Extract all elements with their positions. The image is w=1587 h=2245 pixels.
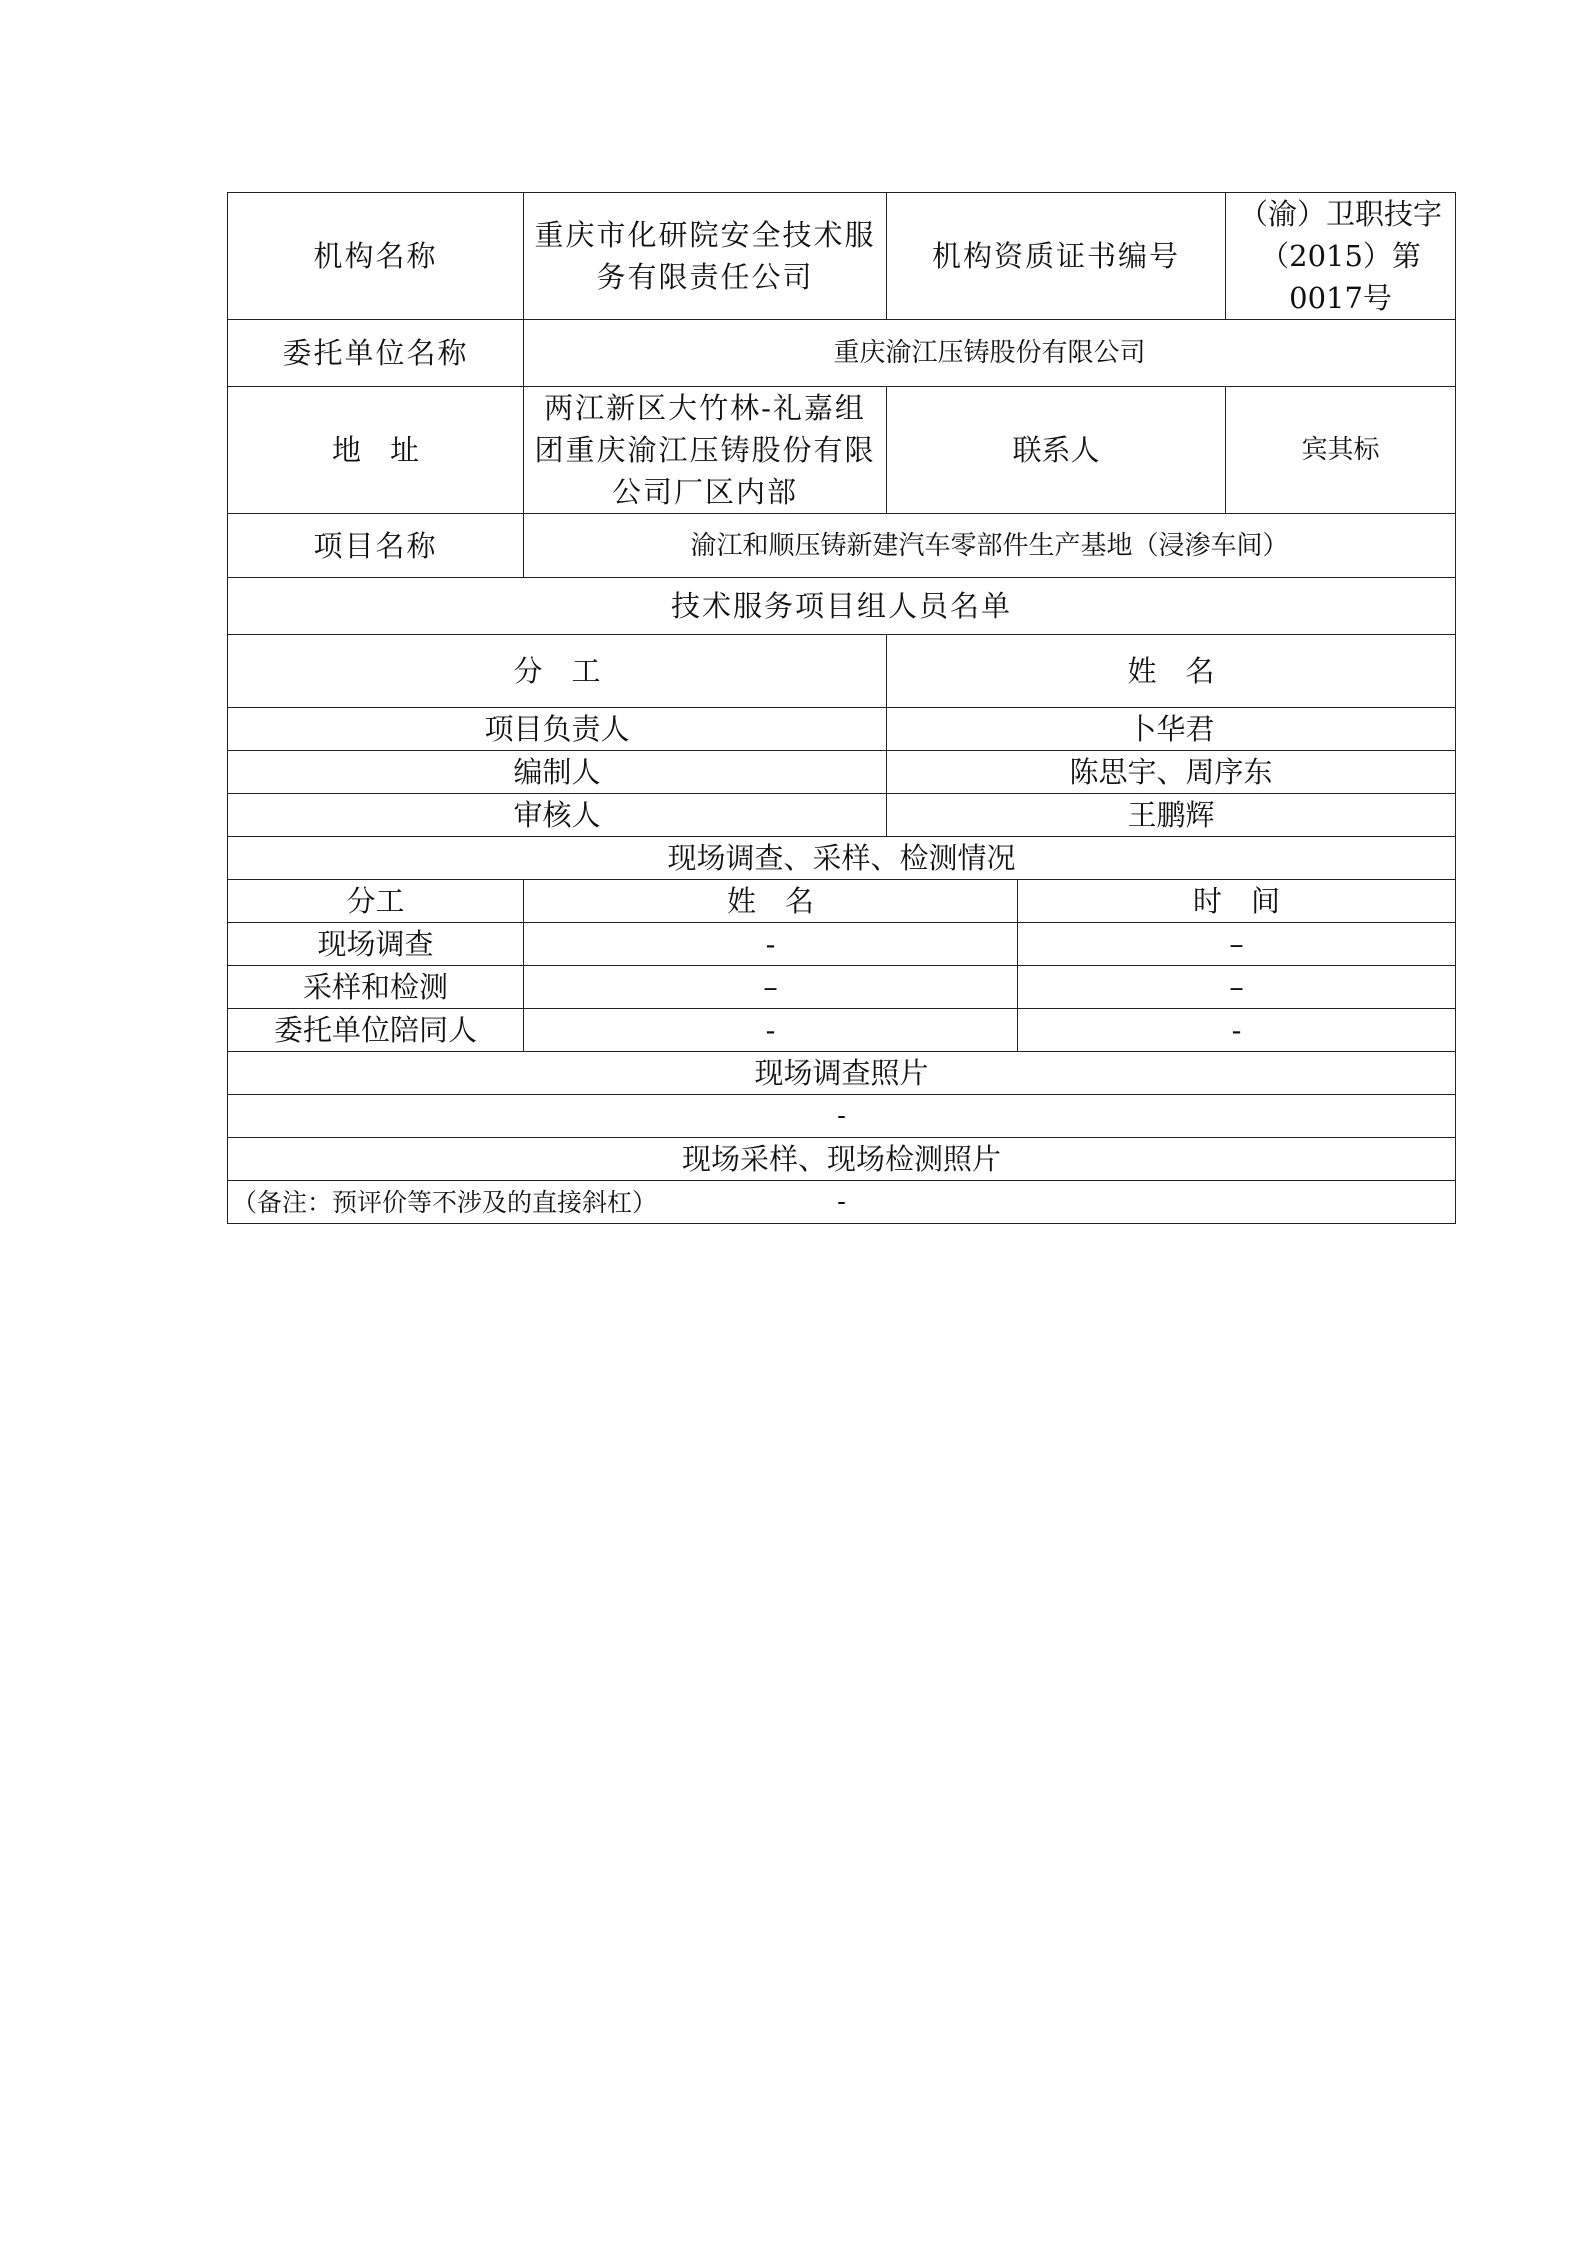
survey-role-cell: 委托单位陪同人 xyxy=(228,1009,524,1052)
team-name-cell: 卜华君 xyxy=(887,708,1456,751)
team-role-cell: 审核人 xyxy=(228,794,887,837)
team-section-title: 技术服务项目组人员名单 xyxy=(228,578,1456,635)
footnote: （备注：预评价等不涉及的直接斜杠） xyxy=(232,1188,658,1217)
survey-name-cell: – xyxy=(524,966,1018,1009)
survey-photo-title: 现场调查照片 xyxy=(228,1052,1456,1095)
team-name-cell: 陈思宇、周序东 xyxy=(887,751,1456,794)
cert-number-label: 机构资质证书编号 xyxy=(887,193,1226,320)
survey-name-cell: - xyxy=(524,923,1018,966)
address-value: 两江新区大竹林-礼嘉组团重庆渝江压铸股份有限公司厂区内部 xyxy=(524,387,887,514)
institution-name-value: 重庆市化研院安全技术服务有限责任公司 xyxy=(524,193,887,320)
team-role-cell: 编制人 xyxy=(228,751,887,794)
project-name-value: 渝江和顺压铸新建汽车零部件生产基地（浸渗车间） xyxy=(524,514,1456,578)
survey-time-cell: – xyxy=(1018,923,1456,966)
survey-time-cell: – xyxy=(1018,966,1456,1009)
survey-time-cell: - xyxy=(1018,1009,1456,1052)
sampling-photo-value: - xyxy=(228,1181,1456,1224)
institution-name-label: 机构名称 xyxy=(228,193,524,320)
survey-section-title: 现场调查、采样、检测情况 xyxy=(228,837,1456,880)
survey-name-header: 姓 名 xyxy=(524,880,1018,923)
contact-label: 联系人 xyxy=(887,387,1226,514)
team-name-header: 姓 名 xyxy=(887,635,1456,708)
service-info-table xyxy=(227,192,1456,1224)
survey-role-cell: 采样和检测 xyxy=(228,966,524,1009)
survey-role-header: 分工 xyxy=(228,880,524,923)
address-label: 地 址 xyxy=(228,387,524,514)
sampling-photo-title: 现场采样、现场检测照片 xyxy=(228,1138,1456,1181)
survey-role-cell: 现场调查 xyxy=(228,923,524,966)
survey-photo-value: - xyxy=(228,1095,1456,1138)
survey-time-header: 时 间 xyxy=(1018,880,1456,923)
client-name-label: 委托单位名称 xyxy=(228,320,524,387)
client-name-value: 重庆渝江压铸股份有限公司 xyxy=(524,320,1456,387)
survey-name-cell: - xyxy=(524,1009,1018,1052)
team-name-cell: 王鹏辉 xyxy=(887,794,1456,837)
cert-number-value: （渝）卫职技字（2015）第0017号 xyxy=(1226,193,1456,320)
team-role-header: 分 工 xyxy=(228,635,887,708)
team-role-cell: 项目负责人 xyxy=(228,708,887,751)
project-name-label: 项目名称 xyxy=(228,514,524,578)
contact-value: 宾其标 xyxy=(1226,387,1456,514)
